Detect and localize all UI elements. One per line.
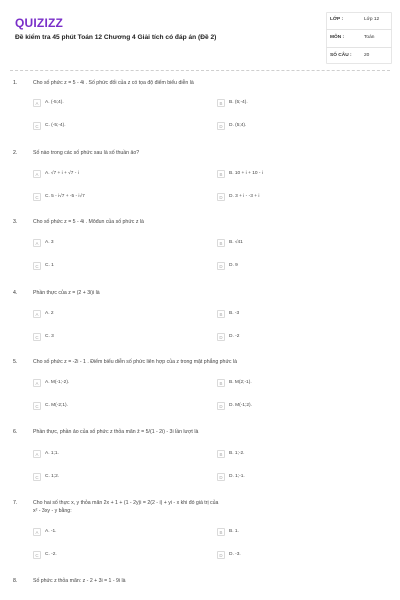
- option-text: B. (5;-4).: [229, 100, 248, 105]
- option-a[interactable]: [33, 169, 203, 180]
- option-letter-box: C: [33, 402, 41, 410]
- option-letter-box: D: [217, 193, 225, 201]
- meta-count: [326, 48, 392, 65]
- option-letter-box: B: [217, 450, 225, 458]
- option-letter-box: A: [33, 528, 41, 536]
- option-d[interactable]: [217, 332, 387, 343]
- option-c[interactable]: [33, 261, 203, 272]
- option-text: C. -2.: [45, 552, 57, 557]
- option-letter-box: B: [217, 99, 225, 107]
- option-d[interactable]: [217, 261, 387, 272]
- question-number: 5.: [13, 359, 18, 365]
- option-text: C. (-5;-4).: [45, 123, 66, 128]
- question-text: Cho số phức z = 5 - 4i . Môđun của số phức z là: [33, 219, 144, 225]
- option-b[interactable]: [217, 98, 387, 109]
- meta-grade: [326, 12, 392, 30]
- question-text: Số phức z thỏa mãn: z - 2 + 3i = 1 - 9i là: [33, 578, 126, 584]
- option-letter-box: B: [217, 310, 225, 318]
- option-text: A. 1;1.: [45, 451, 59, 456]
- option-letter-box: A: [33, 450, 41, 458]
- option-b[interactable]: [217, 449, 387, 460]
- option-b[interactable]: [217, 238, 387, 249]
- quizizz-logo: QUIZIZZ: [15, 16, 64, 30]
- option-letter-box: C: [33, 473, 41, 481]
- option-text: B. √41: [229, 240, 243, 245]
- option-text: C. 3: [45, 334, 54, 339]
- option-text: B. M(2;-1).: [229, 380, 252, 385]
- question-text: Số nào trong các số phức sau là số thuần ảo?: [33, 150, 140, 156]
- question-text: Cho số phức z = -2i - 1 . Điểm biểu diễn số phức liên hợp của z trong mặt phẳng phức là: [33, 359, 237, 365]
- grade-label: LỚP :: [330, 17, 344, 22]
- option-text: D. -3.: [229, 552, 241, 557]
- option-letter-box: D: [217, 473, 225, 481]
- question-number: 1.: [13, 80, 18, 86]
- option-c[interactable]: [33, 472, 203, 483]
- option-letter-box: B: [217, 379, 225, 387]
- option-letter-box: D: [217, 122, 225, 130]
- meta-panel: [326, 12, 392, 65]
- option-c[interactable]: [33, 192, 203, 203]
- meta-subject: [326, 30, 392, 48]
- option-c[interactable]: [33, 401, 203, 412]
- option-a[interactable]: [33, 527, 203, 538]
- option-text: A. 3: [45, 240, 54, 245]
- option-letter-box: B: [217, 170, 225, 178]
- question-number: 4.: [13, 290, 18, 296]
- option-text: A. (-5;4).: [45, 100, 64, 105]
- option-letter-box: D: [217, 333, 225, 341]
- option-text: D. 1;-1.: [229, 474, 245, 479]
- option-letter-box: C: [33, 262, 41, 270]
- option-a[interactable]: [33, 98, 203, 109]
- option-letter-box: D: [217, 262, 225, 270]
- option-text: B. -3: [229, 311, 240, 316]
- option-d[interactable]: [217, 550, 387, 561]
- option-text: C. 1: [45, 263, 54, 268]
- question-text: Phần thực của z = (2 + 3i)i là: [33, 290, 100, 296]
- count-value: 20: [364, 53, 370, 58]
- option-text: B. 1;-2.: [229, 451, 245, 456]
- option-letter-box: B: [217, 528, 225, 536]
- question-text: Phần thực, phần ảo của số phức z thỏa mãn z̄ = 5/(1 - 2i) - 3i lần lượt là: [33, 429, 199, 435]
- option-d[interactable]: [217, 401, 387, 412]
- option-text: A. -1.: [45, 529, 57, 534]
- option-text: D. (5;4).: [229, 123, 247, 128]
- question-number: 7.: [13, 500, 18, 506]
- question-number: 6.: [13, 429, 18, 435]
- option-a[interactable]: [33, 449, 203, 460]
- option-text: A. M(-1;-2).: [45, 380, 70, 385]
- option-text: D. 9: [229, 263, 238, 268]
- question-text: Cho số phức z = 5 - 4i . Số phức đối của z có tọa độ điểm biểu diễn là: [33, 80, 194, 86]
- option-letter-box: A: [33, 310, 41, 318]
- option-a[interactable]: [33, 309, 203, 320]
- subject-value: Toán: [364, 35, 375, 40]
- option-text: C. M(-2;1).: [45, 403, 68, 408]
- option-text: C. 5 - i√7 + -5 - i√7: [45, 194, 85, 199]
- option-text: A. 2: [45, 311, 54, 316]
- option-letter-box: C: [33, 122, 41, 130]
- option-b[interactable]: [217, 527, 387, 538]
- option-letter-box: C: [33, 333, 41, 341]
- subject-label: MÔN :: [330, 35, 345, 40]
- option-letter-box: A: [33, 239, 41, 247]
- option-letter-box: B: [217, 239, 225, 247]
- option-letter-box: A: [33, 379, 41, 387]
- option-c[interactable]: [33, 332, 203, 343]
- option-d[interactable]: [217, 192, 387, 203]
- option-text: B. 1.: [229, 529, 239, 534]
- option-letter-box: C: [33, 193, 41, 201]
- option-letter-box: A: [33, 170, 41, 178]
- option-text: A. √7 + i + √7 - i: [45, 171, 79, 176]
- option-letter-box: D: [217, 402, 225, 410]
- question-text: Cho hai số thực x, y thỏa mãn 2x + 1 + (1 - 2y)i = 2(2 - i) + yi - x khi đó giá trị của: [33, 500, 219, 506]
- option-text: C. 1;2.: [45, 474, 60, 479]
- question-number: 2.: [13, 150, 18, 156]
- option-text: D. M(-1;2).: [229, 403, 252, 408]
- option-c[interactable]: [33, 121, 203, 132]
- option-text: B. 10 + i + 10 - i: [229, 171, 263, 176]
- option-text: D. -2: [229, 334, 240, 339]
- option-d[interactable]: [217, 121, 387, 132]
- option-a[interactable]: [33, 378, 203, 389]
- option-letter-box: D: [217, 551, 225, 559]
- option-b[interactable]: [217, 378, 387, 389]
- option-text: D. 3 + i - -3 + i: [229, 194, 260, 199]
- question-number: 3.: [13, 219, 18, 225]
- option-letter-box: C: [33, 551, 41, 559]
- option-c[interactable]: [33, 550, 203, 561]
- option-b[interactable]: [217, 309, 387, 320]
- count-label: SỐ CÂU :: [330, 53, 352, 58]
- question-text-continued: x² - 3xy - y bằng:: [33, 508, 72, 514]
- option-d[interactable]: [217, 472, 387, 483]
- question-number: 8.: [13, 578, 18, 584]
- page-title: Đề kiểm tra 45 phút Toán 12 Chương 4 Giải tích có đáp án (Đề 2): [15, 34, 217, 41]
- option-letter-box: A: [33, 99, 41, 107]
- header-divider: [10, 70, 390, 71]
- option-a[interactable]: [33, 238, 203, 249]
- grade-value: Lớp 12: [364, 17, 380, 22]
- option-b[interactable]: [217, 169, 387, 180]
